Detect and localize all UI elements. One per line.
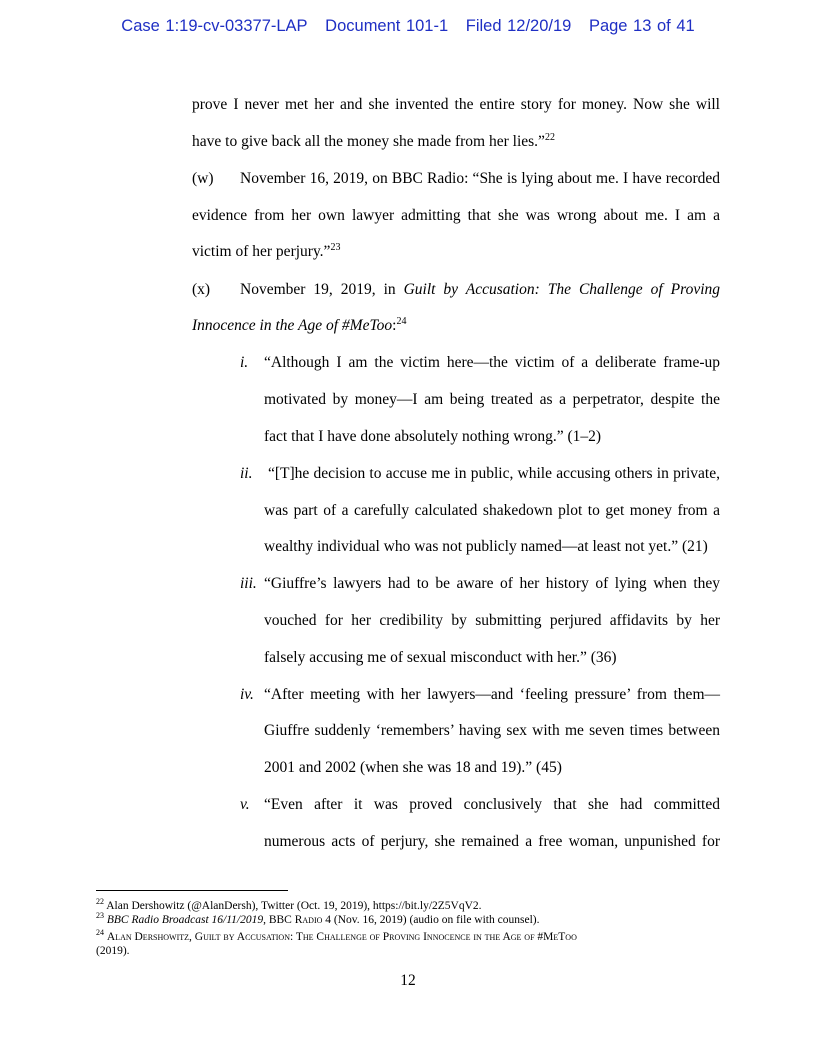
quote-line: “[T]he decision to accuse me in public, while accusing others in private,: [268, 465, 720, 482]
item-label-w: (w): [192, 170, 214, 187]
body-line: Innocence in the Age of #MeToo:$^{24}$: [192, 315, 407, 334]
body-line: evidence from her own lawyer admitting that she was wrong about me. I am a: [192, 207, 720, 224]
quote-number: ii.: [240, 465, 253, 482]
quote-line: Giuffre suddenly ‘remembers’ having sex with me seven times between: [264, 722, 720, 739]
filed-date: Filed 12/20/19: [465, 17, 572, 35]
page-number: 12: [400, 972, 416, 989]
quote-line: motivated by money—I am being treated as a perpetrator, despite the: [264, 391, 720, 408]
document-number: Document 101-1: [325, 17, 449, 35]
footnote-ref: 22: [544, 131, 555, 143]
quote-line: numerous acts of perjury, she remained a free woman, unpunished for: [264, 833, 720, 850]
body-line: prove I never met her and she invented the entire story for money. Now she will: [192, 96, 720, 113]
body-line: November 16, 2019, on BBC Radio: “She is lying about me. I have recorded: [240, 170, 720, 187]
book-title: Guilt by Accusation: The Challenge of Proving: [403, 281, 721, 298]
body-line: victim of her perjury.”$^{23}$: [192, 241, 341, 260]
item-label-x: (x): [192, 281, 211, 298]
footnote-divider: [96, 890, 288, 891]
footnote-ref: 23: [330, 241, 341, 253]
page-of-total: Page 13 of 41: [588, 17, 695, 35]
quote-line: fact that I have done absolutely nothing wrong.” (1–2): [264, 428, 602, 445]
quote-line: “Giuffre’s lawyers had to be aware of her history of lying when they: [264, 575, 720, 592]
footnote-ref: 24: [396, 315, 407, 327]
quote-line: 2001 and 2002 (when she was 18 and 19).” (45): [264, 759, 562, 776]
quote-line: vouched for her credibility by submitting perjured affidavits by her: [264, 612, 720, 629]
quote-number: iv.: [240, 686, 254, 703]
footnote-24: $^{24}$ Alan Dershowitz, Guilt by Accusation: The Challenge of Proving Innocence in the Age of #MeToo (2019).: [96, 928, 577, 957]
footnote-22: $^{22}$ Alan Dershowitz (@AlanDersh), Twitter (Oct. 19, 2019), https://bit.ly/2Z5VqV2.: [96, 897, 482, 912]
quote-number: iii.: [240, 575, 257, 592]
body-line: have to give back all the money she made from her lies.”$^{22}$: [192, 131, 555, 150]
quote-number: i.: [240, 354, 249, 371]
quote-line: wealthy individual who was not publicly named—at least not yet.” (21): [264, 538, 708, 555]
quote-line: falsely accusing me of sexual misconduct with her.” (36): [264, 649, 617, 666]
book-title: Innocence in the Age of #MeToo: [192, 317, 393, 334]
body-line: November 19, 2019, in Guilt by Accusation: The Challenge of Proving: [240, 281, 721, 298]
case-number: Case 1:19-cv-03377-LAP: [121, 17, 308, 35]
quote-line: “Although I am the victim here—the victim of a deliberate frame-up: [264, 354, 720, 371]
quote-line: “After meeting with her lawyers—and ‘feeling pressure’ from them—: [264, 686, 720, 703]
quote-line: “Even after it was proved conclusively that she had committed: [264, 796, 720, 813]
quote-number: v.: [240, 796, 250, 813]
footnote-23: $^{23}$ BBC Radio Broadcast 16/11/2019, BBC Radio 4 (Nov. 16, 2019) (audio on file with counsel).: [96, 911, 540, 926]
quote-line: was part of a carefully calculated shakedown plot to get money from a: [264, 502, 720, 519]
case-header: [0, 17, 816, 36]
